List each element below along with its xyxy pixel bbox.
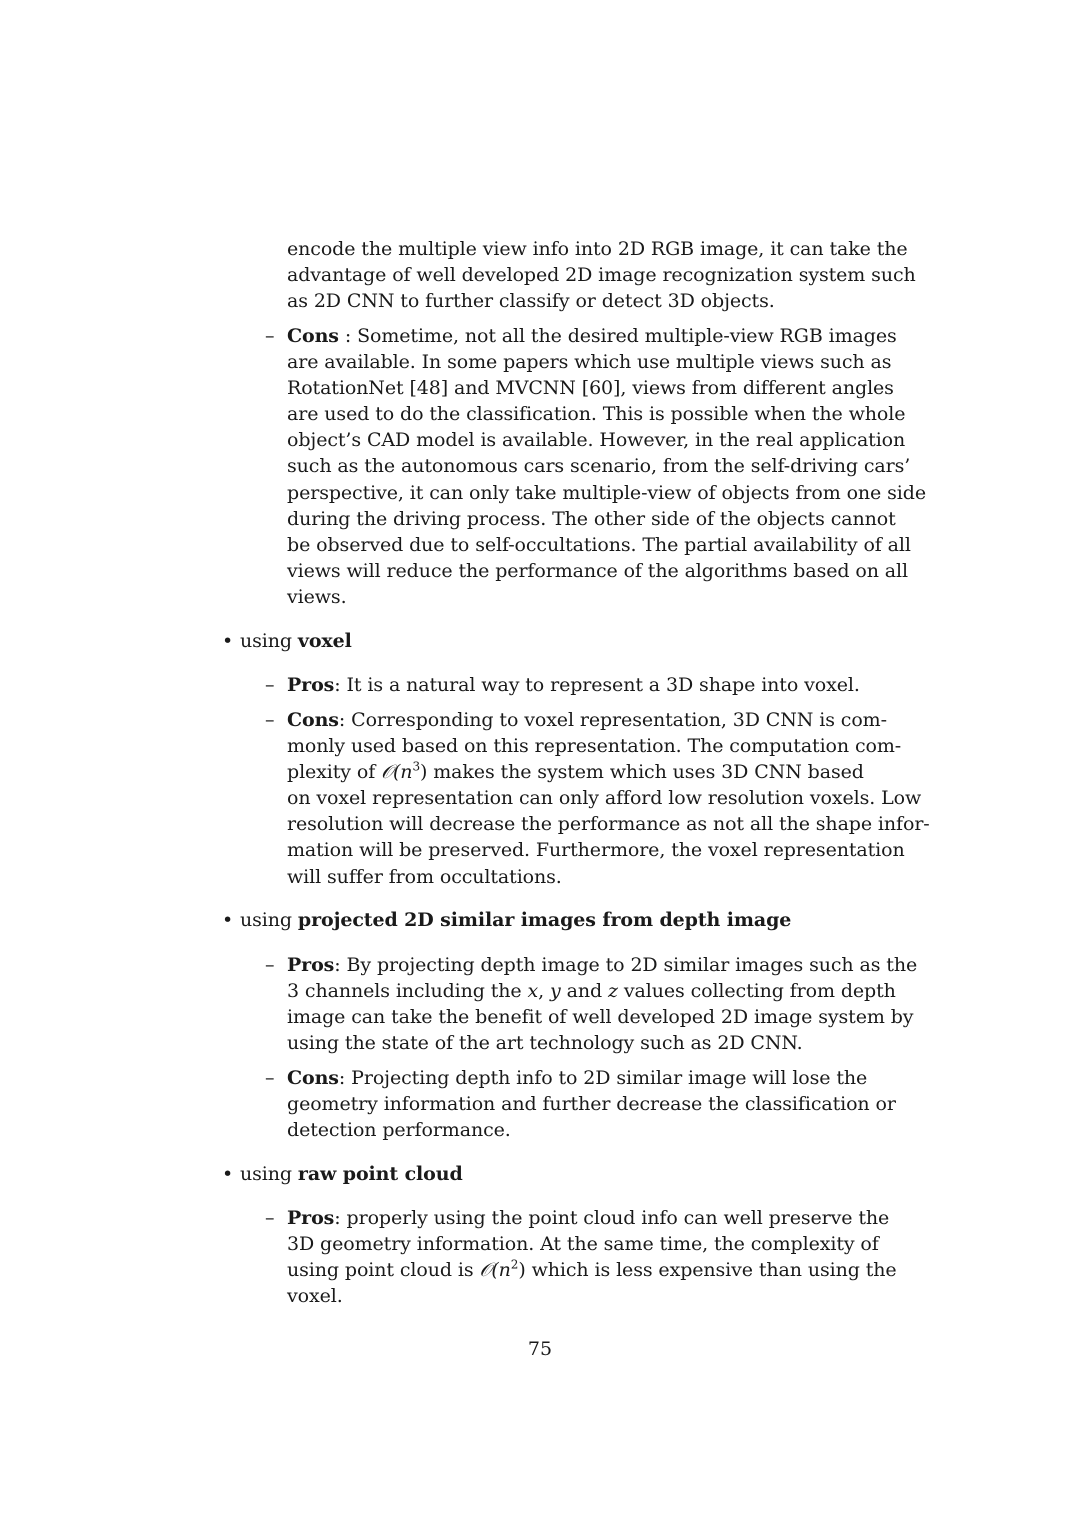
big-o-math: 𝒪(n	[479, 1259, 511, 1282]
text-line: on voxel representation can only afford low resolution voxels. Low	[287, 787, 922, 810]
section-heading: raw point cloud	[297, 1163, 463, 1185]
dash-marker: –	[265, 674, 275, 696]
page-number: 75	[527, 1338, 553, 1360]
dash-marker: –	[265, 954, 275, 976]
text-line: properly using the point cloud info can well preserve the	[346, 1207, 890, 1229]
section-heading: projected 2D similar images from depth image	[297, 909, 792, 931]
pros-label: Pros	[287, 954, 335, 976]
text-line: Projecting depth info to 2D similar image will lose the	[351, 1067, 868, 1089]
text-line: By projecting depth image to 2D similar images such as the	[346, 954, 918, 976]
text-line: such as the autonomous cars scenario, from the self-driving cars’	[287, 455, 911, 478]
text-line: voxel.	[287, 1285, 343, 1308]
text-line: are used to do the classification. This is possible when the whole	[287, 403, 906, 426]
cons-label: Cons	[287, 325, 339, 347]
text-line: will suffer from occultations.	[287, 865, 562, 888]
bullet-marker: •	[222, 1163, 234, 1185]
text-line: mation will be preserved. Furthermore, the voxel representation	[287, 839, 905, 862]
pros-label: Pros	[287, 674, 335, 696]
text-line: monly used based on this representation. The computation com-	[287, 735, 902, 758]
bullet-marker: •	[222, 630, 234, 652]
multiview-cons-item: – Cons : Sometime, not all the desired multiple-view RGB images are available. In some papers which use multiple views such as RotationNet [48] and MVCNN [60], views from different angles are used to do the classification. This is possible when the whole object’s CAD model is available. However, in the real application such as the autonomous cars scenario, from the self-driving cars’ perspective, it can only take multiple-view of objects from one side during the driving process. The other side of the objects cannot be observed due to self-occultations. The partial availability of all views will reduce the performance of the algorithms based on all views.	[287, 323, 891, 610]
projected-pros-item: – Pros: By projecting depth image to 2D similar images such as the 3 channels including the x, y and z values collecting from depth image can take the benefit of well developed 2D image system by using the state of the art technology such as 2D CNN.	[287, 952, 891, 1056]
text-line: be observed due to self-occultations. The partial availability of all	[287, 533, 911, 556]
dash-marker: –	[265, 1207, 275, 1229]
continuation-text	[287, 236, 916, 314]
text-line: perspective, it can only take multiple-view of objects from one side	[287, 481, 926, 504]
text-line: views will reduce the performance of the algorithms based on all	[287, 559, 908, 582]
bullet-voxel: • using voxel	[240, 628, 352, 654]
section-heading: voxel	[297, 630, 352, 652]
bullet-projected: • using projected 2D similar images from depth image	[240, 907, 791, 933]
text-line: using the state of the art technology such as 2D CNN.	[287, 1032, 803, 1055]
text-line: resolution will decrease the performance as not all the shape infor-	[287, 813, 930, 836]
projected-cons-item: – Cons: Projecting depth info to 2D similar image will lose the geometry information and further decrease the classification or detection performance.	[287, 1065, 891, 1143]
text-line: encode the multiple view info into 2D RGB image, it can take the	[287, 238, 908, 260]
bullet-raw-point-cloud: • using raw point cloud	[240, 1161, 463, 1187]
pros-label: Pros	[287, 1207, 335, 1229]
dash-marker: –	[265, 709, 275, 731]
big-o-math: 𝒪(n	[381, 761, 413, 784]
text-line: geometry information and further decrease the classification or	[287, 1093, 896, 1116]
voxel-cons-item: – Cons: Corresponding to voxel representation, 3D CNN is com- monly used based on this representation. The computation com- plexity of $𝒪(n^3)$ makes the system which uses 3D CNN based on voxel representation can only afford low resolution voxels. Low resolution will decrease the performance as not all the shape infor- mation will be preserved. Furthermore, the voxel representation will suffer from occultations.	[287, 707, 891, 890]
bullet-marker: •	[222, 909, 234, 931]
var-y: y	[550, 980, 561, 1003]
var-x: x	[527, 980, 539, 1003]
text-line: views.	[287, 585, 347, 608]
cons-label: Cons	[287, 709, 339, 731]
text-line: advantage of well developed 2D image recognization system such	[287, 264, 916, 287]
text-line: detection performance.	[287, 1119, 511, 1142]
text-line: 3D geometry information. At the same time, the complexity of	[287, 1233, 879, 1256]
dash-marker: –	[265, 1067, 275, 1089]
text-line: Sometime, not all the desired multiple-view RGB images	[357, 325, 897, 347]
dash-marker: –	[265, 325, 275, 347]
text-line: object’s CAD model is available. However, in the real application	[287, 429, 906, 452]
text-line: during the driving process. The other side of the objects cannot	[287, 507, 896, 530]
var-z: z	[608, 980, 618, 1003]
text-line: RotationNet [48] and MVCNN [60], views from different angles	[287, 377, 894, 400]
raw-pros-item: – Pros: properly using the point cloud info can well preserve the 3D geometry information. At the same time, the complexity of using point cloud is $𝒪(n^2)$ which is less expensive than using the voxel.	[287, 1205, 891, 1309]
text-line: Corresponding to voxel representation, 3D CNN is com-	[351, 709, 887, 731]
voxel-pros-item: – Pros: It is a natural way to represent a 3D shape into voxel.	[287, 672, 891, 698]
cons-label: Cons	[287, 1067, 339, 1089]
text-line: It is a natural way to represent a 3D shape into voxel.	[346, 674, 860, 696]
text-line: are available. In some papers which use multiple views such as	[287, 351, 892, 374]
text-line: as 2D CNN to further classify or detect 3D objects.	[287, 290, 775, 313]
text-line: image can take the benefit of well developed 2D image system by	[287, 1006, 914, 1029]
